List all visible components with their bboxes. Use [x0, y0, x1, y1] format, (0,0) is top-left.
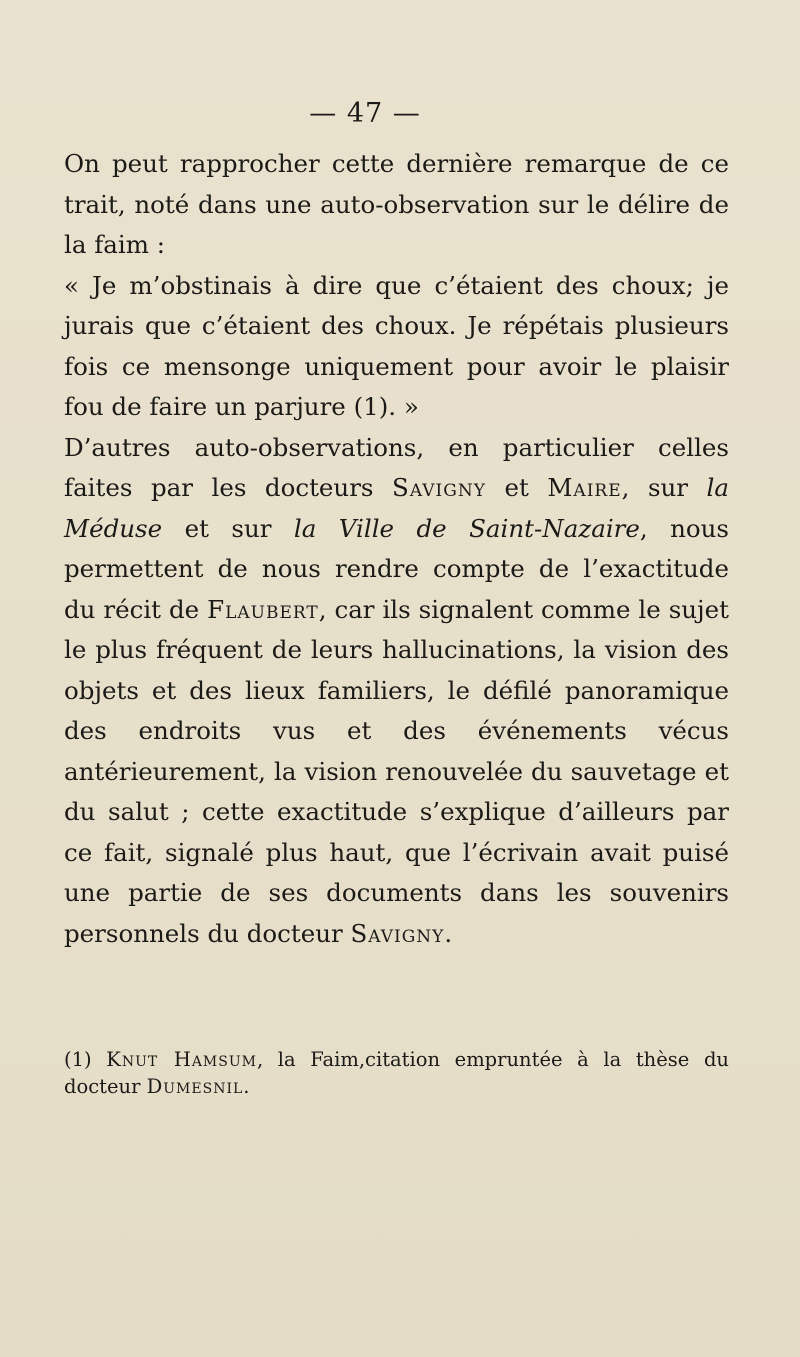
- paragraph-3-part-b: et: [485, 473, 548, 502]
- footnote-author: Knut Hamsum: [106, 1048, 257, 1071]
- name-flaubert: Flaubert: [207, 594, 319, 624]
- paragraph-3-part-d: et sur: [162, 513, 294, 543]
- paragraph-1: [64, 144, 729, 266]
- footnote-doctor: Dumesnil: [146, 1075, 244, 1098]
- footnote-text: , la Faim,citation empruntée à la thèse du docteur: [64, 1048, 729, 1098]
- page-number: — 47 —: [309, 98, 421, 129]
- paragraph-2-quote: [64, 266, 729, 428]
- paragraph-3-part-g: .: [444, 918, 453, 948]
- body-text: [64, 144, 729, 954]
- paragraph-1-text: On peut rapprocher cette dernière remarque de ce trait, noté dans une auto-observation sur le délire de la faim :: [64, 149, 729, 259]
- footnote-end: .: [243, 1075, 250, 1098]
- paragraph-3-part-c: , sur: [621, 473, 707, 502]
- footnote-marker: (1): [64, 1048, 107, 1071]
- title-la-meduse: la Méduse: [64, 473, 729, 543]
- paragraph-3: [64, 428, 729, 955]
- paragraph-3-part-e: , nous permettent de nous rendre compte de l’exactitude du récit de: [64, 513, 729, 624]
- title-ville-saint-nazaire: la Ville de Saint-Nazaire: [293, 513, 640, 543]
- paragraph-3-part-f: , car ils signalent comme le sujet le plus fréquent de leurs hallucinations, la vision des objets et des lieux familiers, le défilé panoramique des endroits vus et des événements vécus antérieurement, la vision renouvelée du sauvetage et du salut ; cette exactitude s’explique d’ailleurs par ce fait, signalé plus haut, que l’écrivain avait puisé une partie de ses documents dans les souvenirs personnels du docteur: [64, 594, 729, 948]
- name-savigny-2: Savigny: [350, 918, 445, 948]
- footnote-1: [64, 1046, 729, 1100]
- name-maire: Maire: [547, 473, 622, 502]
- name-savigny: Savigny: [392, 473, 486, 502]
- paragraph-2-text: « Je m’obstinais à dire que c’étaient des choux; je jurais que c’étaient des choux. Je répétais plusieurs fois ce mensonge uniquement pour avoir le plaisir fou de faire un parjure (1). »: [64, 270, 729, 421]
- footnote: [64, 1046, 729, 1100]
- paragraph-3-part-a: D’autres auto-observations, en particulier celles faites par les docteurs: [64, 432, 729, 502]
